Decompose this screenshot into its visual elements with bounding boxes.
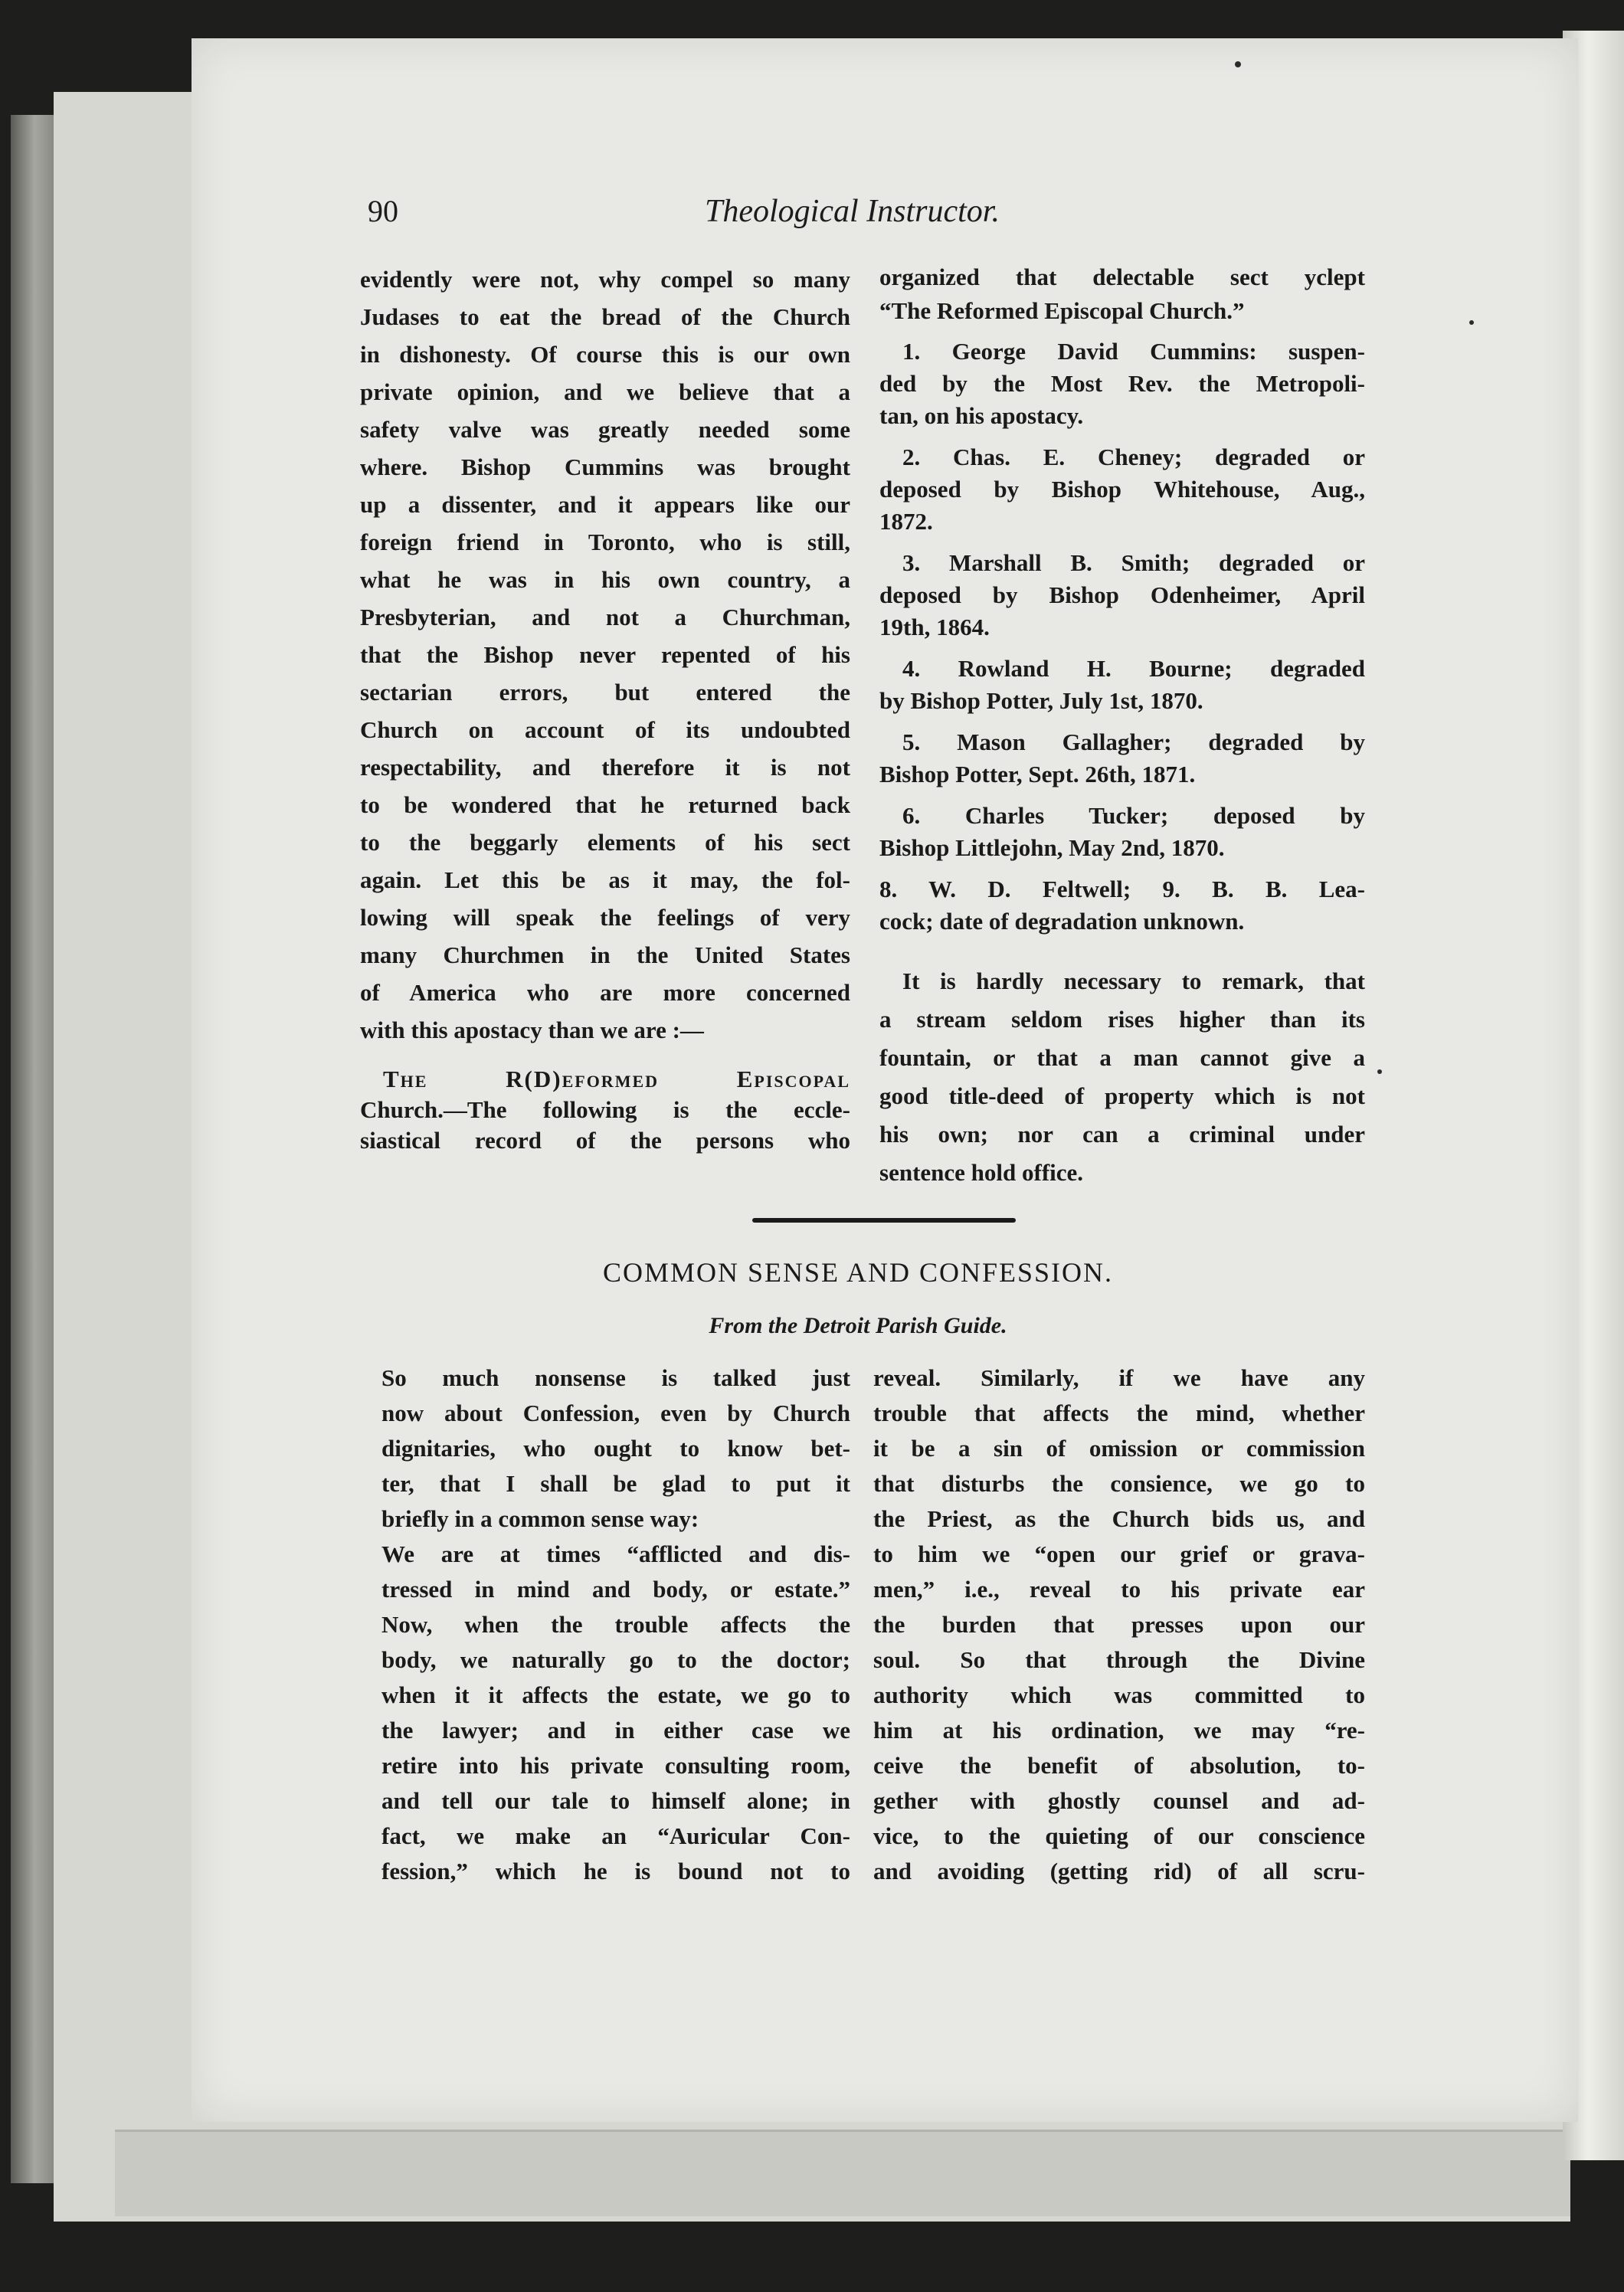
section-source: From the Detroit Parish Guide. [709, 1313, 1007, 1338]
list-item [879, 653, 1365, 717]
text-line: deposed by Bishop Odenheimer, April [879, 581, 1365, 608]
list-item [879, 336, 1365, 432]
text-line: fountain, or that a man cannot give a [879, 1044, 1365, 1071]
text-line: the lawyer; and in either case we [381, 1717, 850, 1744]
text-line: dignitaries, who ought to know bet- [381, 1435, 850, 1462]
text-line: cock; date of degradation unknown. [879, 908, 1245, 935]
text-line: his own; nor can a criminal under [879, 1121, 1365, 1148]
text-line: ter, that I shall be glad to put it [381, 1470, 850, 1497]
text-line: Church on account of its undoubted [360, 716, 850, 743]
text-line: good title-deed of property which is not [879, 1082, 1365, 1109]
text-line: private opinion, and we believe that a [360, 378, 850, 405]
text-line: again. Let this be as it may, the fol- [360, 866, 850, 893]
text-line: him at his ordination, we may “re- [873, 1717, 1365, 1744]
text-line: now about Confession, even by Church [381, 1400, 850, 1426]
dust-speck [1377, 1069, 1382, 1074]
text-line: with this apostacy than we are :— [360, 1017, 704, 1043]
text-line: 1872. [879, 508, 933, 535]
text-line: tan, on his apostacy. [879, 402, 1084, 429]
text-line: vice, to the quieting of our conscience [873, 1822, 1365, 1849]
text-line: 5. Mason Gallagher; degraded by [902, 729, 1365, 755]
text-line: when it it affects the estate, we go to [381, 1681, 850, 1708]
text-line: ded by the Most Rev. the Metropoli- [879, 370, 1365, 397]
text-line: by Bishop Potter, July 1st, 1870. [879, 687, 1203, 714]
text-line: ceive the benefit of absolution, to- [873, 1752, 1365, 1779]
text-line: body, we naturally go to the doctor; [381, 1646, 850, 1673]
text-line: 4. Rowland H. Bourne; degraded [902, 655, 1365, 682]
text-line: Church.—The following is the eccle- [360, 1096, 850, 1123]
right-column-top [879, 260, 1365, 1192]
right-column-bottom [873, 1360, 1365, 1889]
text-line: trouble that affects the mind, whether [873, 1400, 1365, 1426]
text-line: 6. Charles Tucker; deposed by [902, 802, 1365, 829]
page-number: 90 [368, 194, 398, 228]
dust-speck [1235, 61, 1241, 67]
text-line: Bishop Littlejohn, May 2nd, 1870. [879, 834, 1225, 861]
text-line: sentence hold office. [879, 1159, 1084, 1186]
text-line: fession,” which he is bound not to [381, 1858, 850, 1884]
list-item [879, 800, 1365, 864]
text-line: a stream seldom rises higher than its [879, 1006, 1365, 1033]
text-line: it be a sin of omission or commission [873, 1435, 1365, 1462]
text-line: to him we “open our grief or grava- [873, 1541, 1365, 1567]
text-line: deposed by Bishop Whitehouse, Aug., [879, 476, 1365, 503]
text-line: respectability, and therefore it is not [360, 754, 850, 781]
text-line: We are at times “afflicted and dis- [381, 1541, 850, 1567]
text-line: The R(D)eformed Episcopal [383, 1066, 850, 1092]
text-line: 3. Marshall B. Smith; degraded or [902, 549, 1365, 576]
text-line: and tell our tale to himself alone; in [381, 1787, 850, 1814]
left-column-top [360, 260, 850, 1156]
text-line: the Priest, as the Church bids us, and [873, 1505, 1365, 1532]
text-line: 19th, 1864. [879, 614, 990, 640]
text-line: gether with ghostly counsel and ad- [873, 1787, 1365, 1814]
text-line: So much nonsense is talked just [381, 1364, 850, 1391]
text-line: siastical record of the persons who [360, 1127, 850, 1154]
running-title: Theological Instructor. [705, 194, 1000, 229]
text-line: soul. So that through the Divine [873, 1646, 1365, 1673]
text-line: and avoiding (getting rid) of all scru- [873, 1858, 1365, 1884]
text-line: Presbyterian, and not a Churchman, [360, 604, 850, 630]
text-line: sectarian errors, but entered the [360, 679, 850, 706]
text-line: what he was in his own country, a [360, 566, 850, 593]
text-line: men,” i.e., reveal to his private ear [873, 1576, 1365, 1603]
list-item [879, 873, 1365, 938]
text-line: tressed in mind and body, or estate.” [381, 1576, 850, 1603]
closing-paragraph [879, 962, 1365, 1192]
text-line: where. Bishop Cummins was brought [360, 453, 850, 480]
text-line: “The Reformed Episcopal Church.” [879, 297, 1245, 324]
running-head [368, 193, 1387, 239]
paragraph-gap [879, 947, 1365, 962]
text-line: 1. George David Cummins: suspen- [902, 338, 1365, 365]
text-line: that the Bishop never repented of his [360, 641, 850, 668]
text-line: reveal. Similarly, if we have any [873, 1364, 1365, 1391]
list-item [879, 726, 1365, 791]
text-line: 2. Chas. E. Cheney; degraded or [902, 444, 1365, 470]
list-item [879, 441, 1365, 538]
underlying-page-edge [115, 2130, 1570, 2216]
text-line: safety valve was greatly needed some [360, 416, 850, 443]
text-line: retire into his private consulting room, [381, 1752, 850, 1779]
text-line: evidently were not, why compel so many [360, 266, 850, 293]
dust-speck [1469, 320, 1474, 325]
quoted-notice [360, 1064, 850, 1156]
text-line: fact, we make an “Auricular Con- [381, 1822, 850, 1849]
text-line: to the beggarly elements of his sect [360, 829, 850, 856]
text-line: the burden that presses upon our [873, 1611, 1365, 1638]
left-top-paragraph [360, 260, 850, 1049]
text-line: up a dissenter, and it appears like our [360, 491, 850, 518]
list-intro [879, 260, 1365, 328]
text-line: 8. W. D. Feltwell; 9. B. B. Lea- [879, 876, 1365, 902]
text-line: Now, when the trouble affects the [381, 1611, 850, 1638]
paragraph-gap [360, 1049, 850, 1064]
text-line: that disturbs the consience, we go to [873, 1470, 1365, 1497]
section-divider [752, 1218, 1016, 1223]
text-line: Judases to eat the bread of the Church [360, 303, 850, 330]
text-line: briefly in a common sense way: [381, 1505, 699, 1532]
text-line: lowing will speak the feelings of very [360, 904, 850, 931]
text-line: Bishop Potter, Sept. 26th, 1871. [879, 761, 1196, 787]
text-line: foreign friend in Toronto, who is still, [360, 529, 850, 555]
text-line: organized that delectable sect yclept [879, 264, 1365, 290]
text-line: authority which was committed to [873, 1681, 1365, 1708]
deposed-bishops-list [879, 336, 1365, 938]
text-line: in dishonesty. Of course this is our own [360, 341, 850, 368]
section-title: COMMON SENSE AND CONFESSION. [602, 1257, 1114, 1288]
text-line: It is hardly necessary to remark, that [902, 968, 1365, 994]
left-column-bottom [381, 1360, 850, 1889]
text-line: of America who are more concerned [360, 979, 850, 1006]
text-line: to be wondered that he returned back [360, 791, 850, 818]
list-item [879, 547, 1365, 643]
text-line: many Churchmen in the United States [360, 941, 850, 968]
